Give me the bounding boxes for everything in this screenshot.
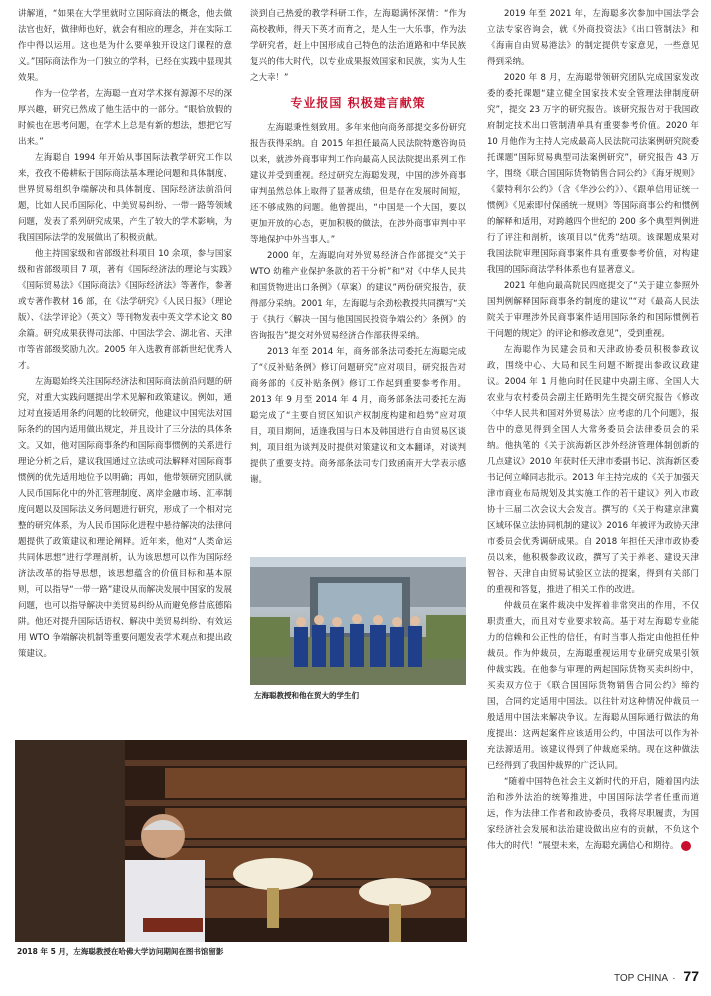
magazine-name: TOP CHINA <box>613 973 668 984</box>
right-column-paragraph: “随着中国特色社会主义新时代的开启，随着国内法治和涉外法治的统筹推进，中国国际法学者任重而道远，作为法律工作者和政协委员，我将尽职履责，为国家经济社会发展和法治建设做出应有的贡献，不负这个伟大的时代！”展望未来，左海聪充满信心和期待。 <box>487 777 699 851</box>
left-column-paragraph: 作为一位学者，左海聪一直对学术探有源源不尽的深厚兴趣，研究已然成了他生活中的一部分。“眼恰放假的时候也在思考问题，在学术上总是有新的想法，想把它写出来。” <box>18 89 232 147</box>
left-column-paragraph: 他主持国家级和省部级社科项目 10 余项，参与国家级和省部级项目 7 项，著有《国际经济法的理论与实践》《国际贸易法》《国际商法》《国际经济法》等著作，参著或专著作教材 16 部，在《法学研究》《人民日报》（理论版）、《法学评论》（英文）等刊物发表中英文学术论文 80 余篇。研究成果获得司法部、中国法学会、湖北省、天津市等省部级奖励九次。2005 年入选教育部新世纪优秀人才。 <box>18 249 232 371</box>
left-column-paragraph: 讲解道，“如果在大学里就时立国际商法的概念，他去做法官也好，做律师也好，就会有相应的理念，并在实际工作中得以运用。这也是为什么要单独开设这门课程的意义。”国际商法作为一门独立的学科，已经在实践中显现其效果。 <box>18 9 232 83</box>
right-column-paragraph: 左海聪作为民建会员和天津政协委员积极参政议政，围绕中心、大局和民生问题不断提出参政议政建议。2004 年 1 月他向时任民建中央副主席、全国人大农业与农村委员会副主任路明先生提交研究报告《修改〈中华人民共和国对外贸易法〉应考虑的几个问题》，报告中的意见得到全国人大常务委员会法律委员会的采纳。他执笔的《关于滨海新区涉外经济管理体制创新的几点建议》2010 年获时任天津市委副书记、滨海新区委书记何立峰同志批示。2013 年主持完成的《关于加强天津市商业布局规划及其实施工作的若干建议》列入市政协十三届二次会议大会发言。撰写的《关于构建京津冀区域环保立法协同机制的建议》2016 年被评为政协天津市委员会优秀调研成果。自 2018 年担任天津市政协委员以来，他积极参政议政，撰写了关于养老、建设天津智谷、天津自由贸易试验区立法的提案，得到有关部门的重视和答复，推进了相关工作的改进。 <box>487 345 699 595</box>
middle-column-paragraph: 2000 年，左海聪向对外贸易经济合作部提交“关于 WTO 幼稚产业保护条款的若干分析”和“对《中华人民共和国货物进出口条例》（草案）的建议”两份研究报告，获得部分采纳。2001 年，左海聪与余劲松教授共同撰写“关于《执行〈解决一国与他国国民投资争端公约〉条例》的咨询报告”提交对外贸易经济合作部获得采纳。 <box>250 251 466 341</box>
article-column-right <box>487 6 699 960</box>
right-column-paragraph: 2019 年至 2021 年，左海聪多次参加中国法学会立法专家咨询会，就《外商投资法》《出口管制法》和《海南自由贸易港法》的制定提供专家意见，一些意见得到采纳。 <box>487 9 699 67</box>
right-column-paragraph: 2021 年他向最高院民四庭提交了“关于建立参照外国判例解释国际商事条约制度的建议”“对《最高人民法院关于审理涉外民商事案件适用国际条约和国际惯例若干问题的规定》的评论和修改意见”，受到重视。 <box>487 281 699 339</box>
end-of-article-icon <box>681 841 691 851</box>
right-column-paragraph: 仲裁员在案件裁决中发挥着非常突出的作用，不仅职责重大，而且对专业要求较高。基于对左海聪专业能力的信赖和公正性的信任，有时当事人指定由他担任仲裁员。作为仲裁员，左海聪重视运用专业研究成果引领仲裁实践。在他参与审理的两起国际货物买卖纠纷中，买卖双方位于《联合国国际货物销售合同公约》缔约国，合同约定适用中国法。以往针对这种情况仲裁员一般适用中国法来解决争议。左海聪从国际通行做法的角度提出：这两起案件应该适用公约，中国法可以作为补充法源适用。该建议得到了仲裁庭采纳。现在这种做法已经得到了我国仲裁界的广泛认同。 <box>487 601 699 771</box>
footer-dot: · <box>672 973 676 984</box>
middle-column-paragraph: 左海聪秉性刻致用。多年来他向商务部提交多份研究报告获得采纳。自 2015 年担任最高人民法院特邀咨询员以来，就涉外商事审判工作向最高人民法院提出系列工作建议并受到重视。经过研究左海聪发现，中国的涉外商事审判虽然总体上取得了显著成绩，但是存在发展时间短，还不够成熟的问题。他曾提出，“中国是一个大国，要以更加开放的心态，更加积极的做法，在涉外商事审判中平等地保护中外当事人。” <box>250 123 466 245</box>
page-footer <box>614 968 699 984</box>
library-photo-caption: 2018 年 5 月，左海聪教授在哈佛大学访问期间在图书馆留影 <box>17 947 224 956</box>
article-column-middle <box>250 6 466 546</box>
section-heading: 专业报国 积极建言献策 <box>290 96 426 110</box>
middle-column-paragraph: 淡到自己热爱的教学科研工作，左海聪满怀深情：“作为高校教师，得天下英才而育之，是人生一大乐事，作为法学研究者，赶上中国形成自己特色的法治道路和中华民族复兴的伟大时代，以专业成果报效国家和民族，实为人生之大幸！” <box>250 9 466 83</box>
library-photo <box>15 740 467 942</box>
students-photo <box>250 557 466 685</box>
article-column-left <box>18 6 232 734</box>
library-photo-illustration <box>15 740 467 942</box>
students-photo-illustration <box>250 557 466 685</box>
right-column-paragraph: 2020 年 8 月，左海聪带领研究团队完成国家发改委的委托课题“建立健全国家技术安全管理法律制度研究”，提交 23 万字的研究报告。该研究报告对于我国政府制定技术出口管制清单具有重要参考价值。2020 年 10 月他作为主持人完成最高人民法院司法案例研究院委托课题“国际贸易典型司法案例研究”，研究报告 43 万字，围绕《联合国国际货物销售合同公约》《海牙规则》《蒙特利尔公约》（含《华沙公约》）、《跟单信用证统一惯例》《见索即付保函统一规则》等国际商事公约和惯例的解释和适用，对跨越四个世纪的 200 多个典型判例进行了评注和剖析，该项目以“优秀”结项。该课题成果对我国法院审理国际商事案件具有重要参考价值，对构建我国的国际商法学科体系也有显著意义。 <box>487 73 699 275</box>
left-column-paragraph: 左海聪始终关注国际经济法和国际商法前沿问题的研究，对重大实践问题提出学术见解和政策建议。例如，通过对直接适用条约问题的比较研究，他建议中国宪法对国际条约的国内适用做出规定，并且设计了三分法的具体条文。又如，他对国际商事条约和国际商事惯例的关系进行理论分析之后，建议我国通过立法或司法解释对国际商事惯例的优先适用地位予以明确；再如，他带领研究团队就人民币国际化中的外汇管理制度、离岸金融市场、汇率制度问题以及国际法义务问题进行研究，形成了一个相对完整的研究体系，为人民币国际化进程中悬待解决的法律问题提供了政策建议和理论阐释。近年来，他对“人类命运共同体思想”进行学理剖析，认为该思想可以作为国际经济法改革的指导思想，该思想蕴含的价值目标和基本原则，可以指导“一带一路”建设从而解决发展中国家的发展问题，也可以指导解决中美贸易纠纷从而避免修昔底德陷阱。他还对提升国际话语权、解决中美贸易纠纷、有效运用 WTO 争端解决机制等重要问题发表学术观点和提出政策建议。 <box>18 377 232 659</box>
middle-column-paragraph: 2013 年至 2014 年，商务部条法司委托左海聪完成了“《反补贴条例》修订问题研究”应对项目，研究报告对商务部的《反补贴条例》修订工作起到重要参考作用。2013 年 9 月至 2014 年 4 月，商务部条法司委托左海聪完成了“主要自贸区知识产权制度构建和趋势”应对项目，项目期间，适逢我国与日本及韩国进行自由贸易区谈判，项目组为谈判及时提供对策建议和文本翻译，对谈判提供了重要支持。商务部条法司专门致函南开大学表示感谢。 <box>250 347 466 485</box>
left-column-paragraph: 左海聪自 1994 年开始从事国际法教学研究工作以来，孜孜不倦耕耘于国际商法基本理论问题和具体制度、世界贸易组织争端解决和具体制度、国际经济法前沿问题，比如人民币国际化、中美贸易纠纷、一带一路等领域问题，发表了系列研究成果，产生了较大的学术影响，为我国国际法学的发展做出了积极贡献。 <box>18 153 232 243</box>
students-photo-caption: 左海聪教授和他在贸大的学生们 <box>254 691 359 700</box>
page-number: 77 <box>683 968 699 984</box>
